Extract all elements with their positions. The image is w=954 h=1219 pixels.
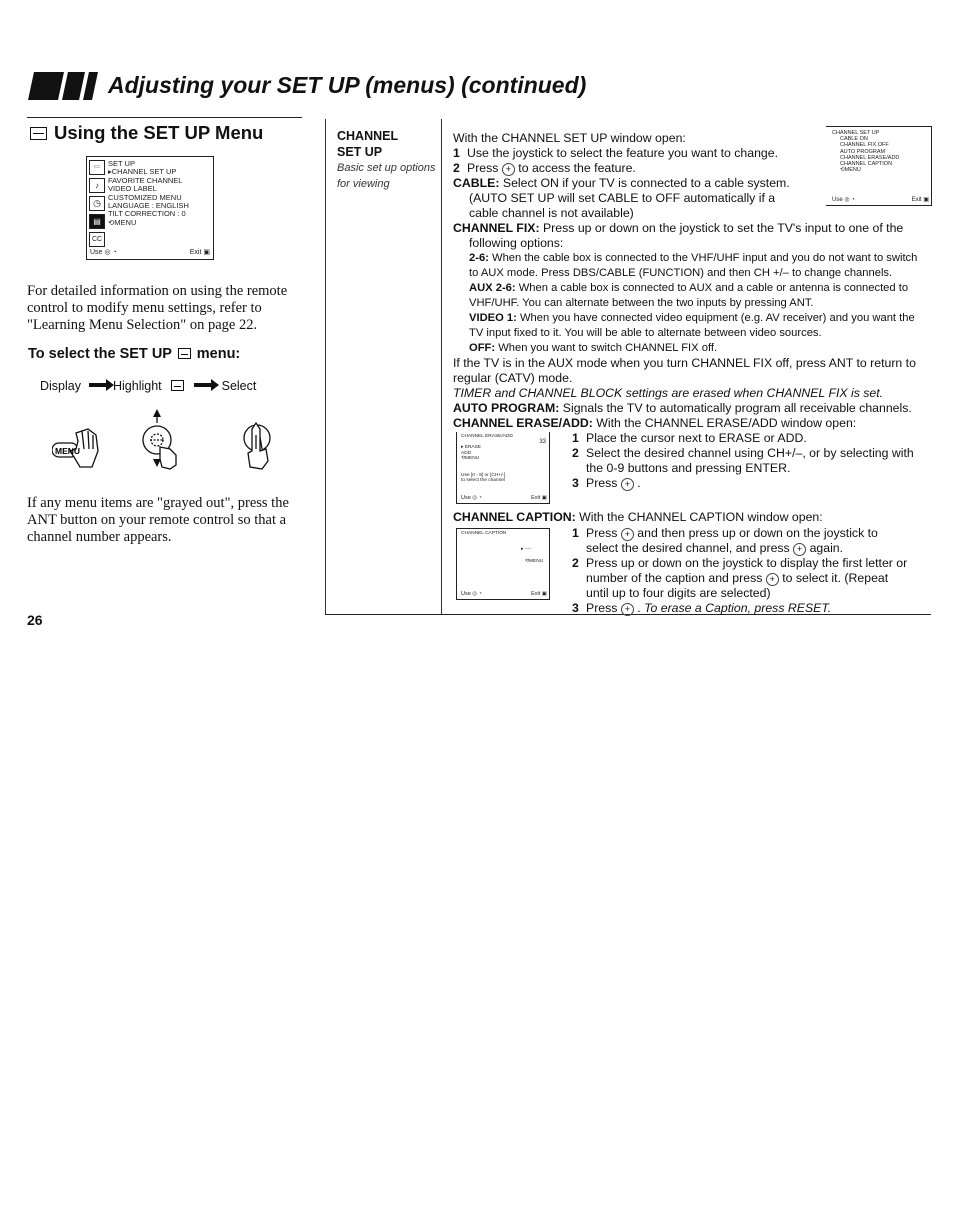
- osd-exit-hint: Exit ▣: [189, 248, 210, 256]
- intro-paragraph: For detailed information on using the remote control to modify menu settings, refer to "Learning Menu Selection" on page 22.: [27, 283, 288, 333]
- osd-line: CHANNEL SET UP: [832, 130, 880, 136]
- title-decoration-bars: [31, 72, 109, 100]
- channel-erase-add-screen: [456, 432, 550, 504]
- osd-line: CHANNEL CAPTION: [840, 161, 893, 168]
- channel-number: 33: [539, 439, 546, 445]
- menu-line: ▸CHANNEL SET UP: [108, 167, 177, 177]
- menu-line: CUSTOMIZED MENU: [108, 192, 182, 202]
- remote-hand-illustrations: [52, 405, 282, 475]
- menu-line: FAVORITE CHANNEL: [108, 175, 183, 185]
- arrow-icon: [194, 383, 212, 387]
- column-rule-mid: [441, 119, 442, 614]
- select-button-icon: +: [793, 543, 806, 556]
- setup-icon: ▤: [89, 214, 105, 229]
- step-sequence: Display Highlight Select: [40, 379, 257, 393]
- osd-exit-hint: Exit ▣: [911, 196, 929, 203]
- osd-exit-hint: Exit ▣: [531, 494, 547, 501]
- caption-menu: ⟲MENU: [525, 559, 544, 564]
- erase-lines: CHANNEL ERASE/ADD ▸ ERASE ADD ⟲MENU Use [0 - 9] or [CH+/-] to select the channel: [461, 434, 513, 483]
- page-number: 26: [27, 612, 43, 628]
- caption-steps: 1 Press + and then press up or down on the joystick to select the desired channel, and press + again. 2 Press up or down on the joystick to display the first letter or number of the caption and press + to select it. (Repeat until up to four digits are selected) 3 Press + . To erase a Caption, press RESET.: [572, 526, 908, 615]
- osd-use-hint: Use ◎ ◔: [461, 590, 482, 597]
- osd-use-hint: Use ◎ ◔: [90, 248, 117, 256]
- menu-line: SET UP: [108, 159, 135, 168]
- select-button-icon: +: [502, 163, 515, 176]
- osd-exit-hint: Exit ▣: [531, 590, 547, 597]
- osd-line: CHANNEL FIX OFF: [840, 142, 889, 149]
- select-button-icon: +: [621, 528, 634, 541]
- grayed-out-paragraph: If any menu items are "grayed out", press the ANT button on your remote control so that a channel number appears.: [27, 495, 289, 545]
- channel-setup-lines: [832, 130, 899, 173]
- select-menu-heading: To select the SET UP menu:: [28, 346, 241, 362]
- channel-setup-intro: With the CHANNEL SET UP window open: 1 Use the joystick to select the feature you want to change. 2 Press + to access the feature. CABLE: Select ON if your TV is connected to a cable system. (AUTO SET UP will set CABLE to OFF automatically if a cable channel is not available): [453, 131, 790, 220]
- sidebar-title: SET UP: [337, 145, 383, 159]
- page-title: Adjusting your SET UP (menus) (continued): [108, 72, 587, 98]
- erase-add-steps: 1 Place the cursor next to ERASE or ADD. 2 Select the desired channel using CH+/–, or by selecting with the 0-9 buttons and pressing ENTER. 3 Press + .: [572, 431, 914, 490]
- audio-icon: ♪: [89, 178, 105, 193]
- caption-title: CHANNEL CAPTION: [461, 531, 507, 536]
- select-button-icon: +: [621, 603, 634, 616]
- osd-line: AUTO PROGRAM: [840, 148, 886, 155]
- select-button-icon: +: [766, 573, 779, 586]
- channel-caption-heading: CHANNEL CAPTION: With the CHANNEL CAPTION window open:: [453, 510, 823, 524]
- setup-menu-lines: [108, 160, 189, 227]
- arrow-icon: [89, 383, 107, 387]
- divider: [27, 117, 302, 118]
- timer-icon: ◷: [89, 196, 105, 211]
- section-heading: Using the SET UP Menu: [30, 122, 263, 144]
- setup-menu-icon: [178, 348, 191, 359]
- setup-menu-icon: [30, 127, 47, 140]
- menu-icon-column: [89, 160, 105, 247]
- osd-use-hint: Use ◎ ◔: [832, 196, 855, 203]
- osd-line: CHANNEL ERASE/ADD: [840, 154, 900, 161]
- channel-setup-screen: [826, 126, 932, 206]
- osd-line: ⟲MENU: [840, 167, 861, 174]
- picture-icon: ▭: [89, 160, 105, 175]
- menu-line: LANGUAGE : ENGLISH: [108, 201, 189, 211]
- joystick-hand: [143, 409, 176, 469]
- sidebar-subtitle: for viewing: [337, 178, 390, 190]
- channel-caption-screen: [456, 528, 550, 600]
- setup-menu-screen: [86, 156, 214, 260]
- menu-btn-label: MENU: [55, 446, 81, 456]
- channel-fix-section: CHANNEL FIX: Press up or down on the joystick to set the TV's input to one of the following options: 2-6: When the cable box is connected to the VHF/UHF input and you do not want to switch to AUX mode. Press DBS/CABLE (FUNCTION) and then CH +/– to change channels. AUX 2-6: When a cable box is connected to AUX and a cable or antenna is connected to VHF/UHF. You can alternate between the two inputs by pressing ANT. VIDEO 1: When you have connected video equipment (e.g. AV receiver) and you want the TV input fixed to it. You will be able to alternate between video sources. OFF: When you want to switch CHANNEL FIX off. If the TV is in the AUX mode when you turn CHANNEL FIX off, press ANT to return to regular (CATV) mode. TIMER and CHANNEL BLOCK settings are erased when CHANNEL FIX is set. AUTO PROGRAM: Signals the TV to automatically program all receivable channels. CHANNEL ERASE/ADD: With the CHANNEL ERASE/ADD window open:: [453, 221, 918, 430]
- select-press-hand: [244, 423, 270, 469]
- sidebar-title: CHANNEL: [337, 129, 399, 143]
- osd-line: CABLE ON: [840, 136, 868, 143]
- menu-line: VIDEO LABEL: [108, 184, 157, 194]
- select-button-icon: +: [621, 478, 634, 491]
- caption-value: ▸ ----: [521, 547, 532, 552]
- osd-use-hint: Use ◎ ◔: [461, 494, 482, 501]
- menu-line: ⟲MENU: [108, 217, 137, 227]
- menu-line: TILT CORRECTION : 0: [108, 209, 186, 219]
- sidebar: [337, 128, 435, 192]
- column-rule-left: [325, 119, 326, 614]
- sidebar-subtitle: Basic set up options: [337, 162, 436, 174]
- cc-icon: CC: [89, 232, 105, 247]
- setup-menu-icon: [171, 380, 184, 391]
